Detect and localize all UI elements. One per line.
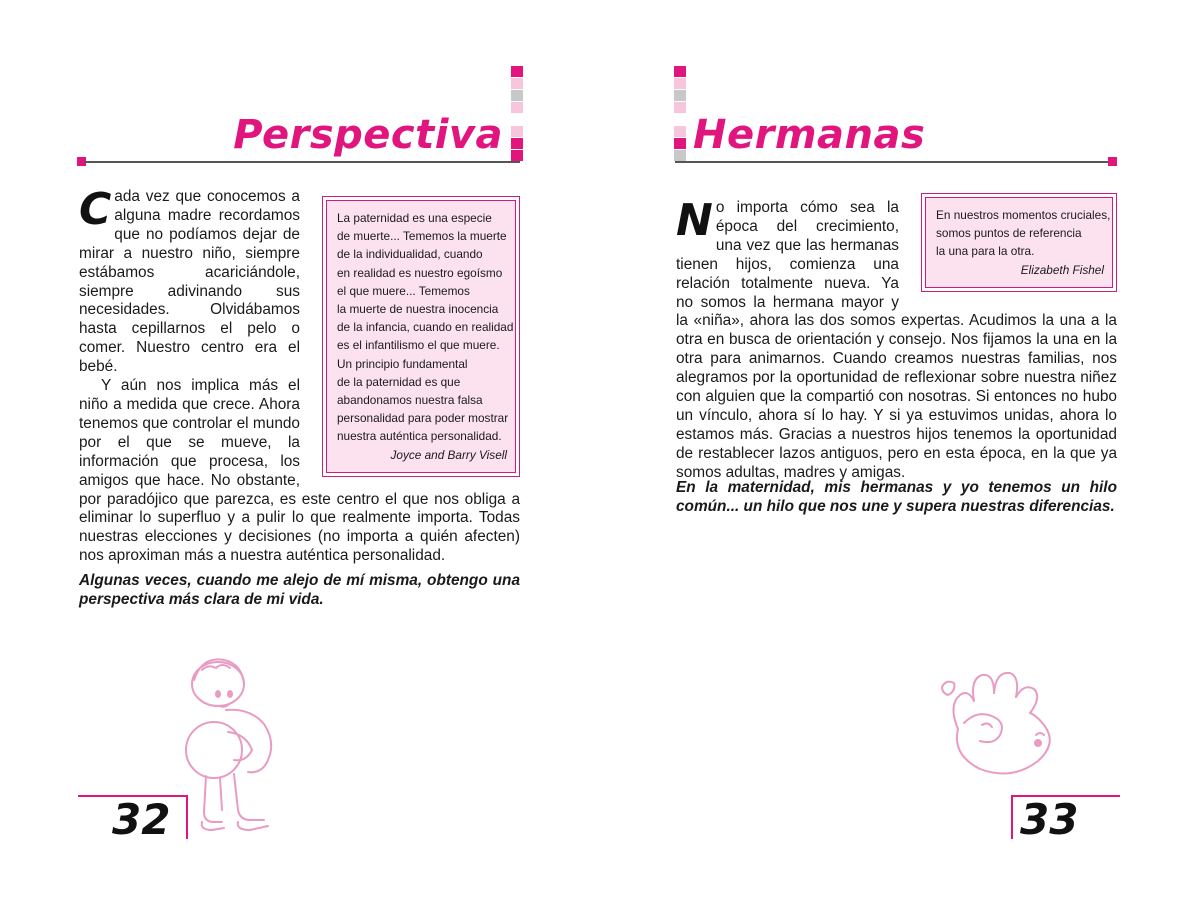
- quote-box: [322, 196, 520, 477]
- quote-line: la una para la otra.: [936, 244, 1035, 259]
- quote-line: de la paternidad es que: [337, 374, 461, 389]
- quote-line: personalidad para poder mostrar: [337, 411, 509, 426]
- page-number-bar: [1011, 795, 1013, 839]
- decorative-stripe: [511, 66, 523, 162]
- quote-line: nuestra auténtica personalidad.: [337, 429, 502, 444]
- drop-cap: N: [676, 195, 713, 246]
- paragraph-text: ada vez que conocemos a alguna madre recordamos que no podíamos dejar de mirar a nuestro niño, siempre estábamos acariciándole, siempre adivinando sus necesidades. Olvidábamos hasta cepillarnos el pelo o comer. Nuestro centro era el bebé.: [79, 188, 300, 376]
- paragraph: Y aún nos implica más el niño a medida que crece. Ahora tenemos que controlar el mundo por el que se mueve, la información que procesa, los amigos que hace. No obstante, por paradójico que parezca, es este centro el que nos obliga a eliminar lo superfluo y a pulir lo que realmente importa. Todas nuestras elecciones y decisiones (no importa a quién afecten) nos aproximan más a nuestra auténtica personalidad.: [79, 377, 520, 565]
- quote-box: [921, 193, 1117, 292]
- quote-text: [326, 200, 516, 473]
- page-title: Hermanas: [693, 112, 926, 158]
- page-number: 33: [1020, 795, 1079, 844]
- quote-line: La paternidad es una especie: [337, 211, 492, 225]
- quote-text: [925, 197, 1113, 288]
- quote-line: de la infancia, cuando en realidad: [337, 320, 514, 335]
- closing-statement: En la maternidad, mis hermanas y yo tenemos un hilo común... un hilo que nos une y supera nuestras diferencias.: [676, 479, 1117, 515]
- quote-line: En nuestros momentos cruciales,: [936, 208, 1111, 222]
- quote-line: de muerte... Tememos la muerte: [337, 229, 507, 244]
- drop-cap: C: [79, 184, 112, 235]
- child-holding-ball-icon: [172, 650, 292, 835]
- quote-line: la muerte de nuestra inocencia: [337, 302, 499, 317]
- body-text: [79, 184, 520, 566]
- quote-author: Elizabeth Fishel: [1020, 262, 1104, 277]
- page-33: [600, 0, 1200, 920]
- decorative-stripe: [674, 66, 686, 162]
- paragraph-text: o importa cómo sea la época del crecimiento, una vez que las hermanas tienen hijos, comienza una relación totalmente nueva. Ya no somos la hermana mayor y la «niña», ahora las dos somos expertas. Acudimos la una a la otra en busca de orientación y consejo. Nos fijamos la una en la otra para animarnos. Cuando creamos nuestras familias, nos alegramos por la oportunidad de reflexionar sobre nuestra niñez con alguien que la compartió con nosotras. Si entonces no hubo un vínculo, ahora sí lo hay. Y si ya estuvimos unidas, ahora lo estamos más. Gracias a nuestros hijos tenemos la oportunidad de restablecer lazos antiguos, pero en esta época, en la que ya somos adultas, madres y amigas.: [676, 199, 1117, 481]
- baby-hand-icon: [940, 665, 1065, 780]
- page-number-bar: [186, 795, 188, 839]
- title-rule: [84, 161, 520, 163]
- quote-line: es el infantilismo el que muere.: [337, 338, 500, 353]
- quote-line: el que muere... Tememos: [337, 283, 470, 298]
- quote-line: Un principio fundamental: [337, 356, 468, 371]
- quote-line: somos puntos de referencia: [936, 226, 1082, 241]
- quote-author: Joyce and Barry Visell: [390, 447, 507, 462]
- closing-statement: Algunas veces, cuando me alejo de mí misma, obtengo una perspectiva más clara de mi vida.: [79, 572, 520, 608]
- title-rule: [675, 161, 1111, 163]
- quote-line: en realidad es nuestro egoísmo: [337, 265, 503, 280]
- page-number: 32: [112, 795, 171, 844]
- body-text: [676, 195, 1117, 483]
- quote-line: abandonamos nuestra falsa: [337, 393, 483, 408]
- rule-end-marker: [1108, 157, 1117, 166]
- page-title: Perspectiva: [233, 112, 503, 158]
- quote-line: de la individualidad, cuando: [337, 247, 483, 262]
